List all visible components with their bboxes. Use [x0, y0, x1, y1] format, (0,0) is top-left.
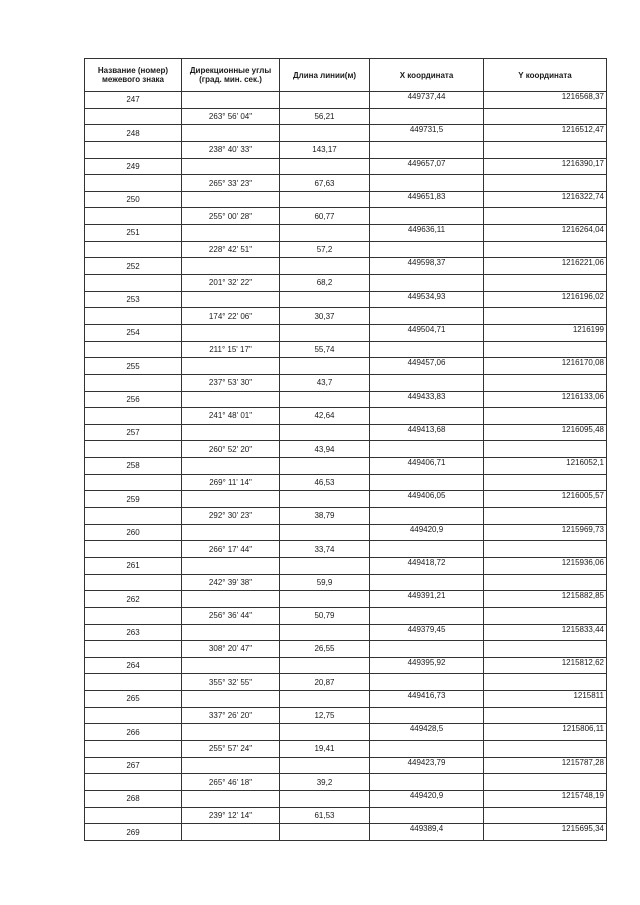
line-length: 50,79	[280, 607, 370, 624]
point-row	[85, 391, 607, 408]
x-coordinate: 449391,21	[370, 591, 484, 608]
empty-cell	[280, 291, 370, 308]
line-length: 26,55	[280, 641, 370, 658]
y-coordinate: 1215806,11	[484, 724, 607, 741]
direction-angle: 242° 39' 38"	[182, 574, 280, 591]
point-row	[85, 158, 607, 175]
line-length: 20,87	[280, 674, 370, 691]
empty-cell	[182, 824, 280, 841]
empty-cell	[85, 341, 182, 358]
y-coordinate: 1216133,06	[484, 391, 607, 408]
line-length: 38,79	[280, 508, 370, 525]
y-coordinate: 1215936,06	[484, 557, 607, 574]
empty-cell	[182, 225, 280, 242]
empty-cell	[182, 125, 280, 142]
direction-angle: 292° 30' 23"	[182, 508, 280, 525]
point-name: 266	[85, 724, 182, 741]
y-coordinate: 1215748,19	[484, 790, 607, 807]
direction-angle: 239° 12' 14"	[182, 807, 280, 824]
segment-row	[85, 807, 607, 824]
line-length: 60,77	[280, 208, 370, 225]
empty-cell	[280, 92, 370, 109]
table-body	[85, 92, 607, 841]
empty-cell	[182, 691, 280, 708]
empty-cell	[370, 541, 484, 558]
direction-angle: 237° 53' 30"	[182, 374, 280, 391]
empty-cell	[370, 674, 484, 691]
empty-cell	[85, 408, 182, 425]
empty-cell	[370, 374, 484, 391]
segment-row	[85, 474, 607, 491]
empty-cell	[484, 208, 607, 225]
segment-row	[85, 141, 607, 158]
empty-cell	[484, 508, 607, 525]
boundary-coordinates-table	[84, 58, 607, 841]
line-length: 59,9	[280, 574, 370, 591]
line-length: 12,75	[280, 707, 370, 724]
empty-cell	[85, 641, 182, 658]
empty-cell	[280, 191, 370, 208]
point-row	[85, 724, 607, 741]
empty-cell	[370, 574, 484, 591]
x-coordinate: 449636,11	[370, 225, 484, 242]
empty-cell	[484, 574, 607, 591]
y-coordinate: 1216052,1	[484, 458, 607, 475]
direction-angle: 211° 15' 17"	[182, 341, 280, 358]
header-row	[85, 59, 607, 92]
empty-cell	[85, 308, 182, 325]
direction-angle: 265° 33' 23"	[182, 175, 280, 192]
empty-cell	[280, 790, 370, 807]
empty-cell	[182, 191, 280, 208]
line-length: 42,64	[280, 408, 370, 425]
point-row	[85, 291, 607, 308]
point-row	[85, 191, 607, 208]
header-line-length: Длина линии(м)	[280, 59, 370, 92]
empty-cell	[85, 508, 182, 525]
x-coordinate: 449413,68	[370, 424, 484, 441]
point-row	[85, 624, 607, 641]
x-coordinate: 449737,44	[370, 92, 484, 109]
empty-cell	[182, 92, 280, 109]
empty-cell	[85, 707, 182, 724]
empty-cell	[484, 341, 607, 358]
empty-cell	[182, 757, 280, 774]
y-coordinate: 1215969,73	[484, 524, 607, 541]
empty-cell	[370, 208, 484, 225]
empty-cell	[370, 408, 484, 425]
empty-cell	[85, 241, 182, 258]
line-length: 67,63	[280, 175, 370, 192]
segment-row	[85, 574, 607, 591]
empty-cell	[85, 740, 182, 757]
empty-cell	[370, 275, 484, 292]
empty-cell	[370, 108, 484, 125]
empty-cell	[280, 391, 370, 408]
empty-cell	[484, 308, 607, 325]
y-coordinate: 1216196,02	[484, 291, 607, 308]
point-name: 269	[85, 824, 182, 841]
empty-cell	[484, 607, 607, 624]
empty-cell	[370, 441, 484, 458]
y-coordinate: 1216512,47	[484, 125, 607, 142]
point-name: 263	[85, 624, 182, 641]
empty-cell	[484, 641, 607, 658]
point-row	[85, 458, 607, 475]
point-name: 261	[85, 557, 182, 574]
point-row	[85, 691, 607, 708]
x-coordinate: 449433,83	[370, 391, 484, 408]
line-length: 43,7	[280, 374, 370, 391]
empty-cell	[484, 241, 607, 258]
y-coordinate: 1216005,57	[484, 491, 607, 508]
y-coordinate: 1215833,44	[484, 624, 607, 641]
empty-cell	[85, 541, 182, 558]
empty-cell	[182, 158, 280, 175]
x-coordinate: 449534,93	[370, 291, 484, 308]
line-length: 61,53	[280, 807, 370, 824]
empty-cell	[280, 225, 370, 242]
empty-cell	[484, 374, 607, 391]
empty-cell	[484, 175, 607, 192]
empty-cell	[370, 474, 484, 491]
point-name: 267	[85, 757, 182, 774]
empty-cell	[182, 491, 280, 508]
segment-row	[85, 341, 607, 358]
segment-row	[85, 707, 607, 724]
empty-cell	[370, 607, 484, 624]
y-coordinate: 1215787,28	[484, 757, 607, 774]
point-row	[85, 491, 607, 508]
table-header	[85, 59, 607, 92]
empty-cell	[182, 724, 280, 741]
y-coordinate: 1216322,74	[484, 191, 607, 208]
point-row	[85, 591, 607, 608]
empty-cell	[280, 824, 370, 841]
header-x-coordinate: X координата	[370, 59, 484, 92]
empty-cell	[85, 141, 182, 158]
segment-row	[85, 241, 607, 258]
direction-angle: 266° 17' 44"	[182, 541, 280, 558]
empty-cell	[484, 674, 607, 691]
empty-cell	[370, 508, 484, 525]
header-y-coordinate: Y координата	[484, 59, 607, 92]
segment-row	[85, 275, 607, 292]
point-row	[85, 824, 607, 841]
x-coordinate: 449420,9	[370, 790, 484, 807]
segment-row	[85, 108, 607, 125]
empty-cell	[280, 491, 370, 508]
point-name: 249	[85, 158, 182, 175]
empty-cell	[85, 441, 182, 458]
empty-cell	[370, 774, 484, 791]
direction-angle: 265° 46' 18"	[182, 774, 280, 791]
y-coordinate: 1216221,06	[484, 258, 607, 275]
point-row	[85, 225, 607, 242]
segment-row	[85, 374, 607, 391]
direction-angle: 255° 00' 28"	[182, 208, 280, 225]
empty-cell	[484, 275, 607, 292]
empty-cell	[280, 424, 370, 441]
x-coordinate: 449420,9	[370, 524, 484, 541]
x-coordinate: 449395,92	[370, 657, 484, 674]
empty-cell	[370, 241, 484, 258]
empty-cell	[182, 391, 280, 408]
line-length: 143,17	[280, 141, 370, 158]
segment-row	[85, 774, 607, 791]
empty-cell	[85, 275, 182, 292]
point-name: 255	[85, 358, 182, 375]
point-name: 258	[85, 458, 182, 475]
point-row	[85, 324, 607, 341]
empty-cell	[85, 774, 182, 791]
x-coordinate: 449457,06	[370, 358, 484, 375]
direction-angle: 241° 48' 01"	[182, 408, 280, 425]
point-row	[85, 790, 607, 807]
y-coordinate: 1215811	[484, 691, 607, 708]
point-row	[85, 92, 607, 109]
segment-row	[85, 308, 607, 325]
empty-cell	[370, 308, 484, 325]
empty-cell	[280, 657, 370, 674]
empty-cell	[85, 674, 182, 691]
empty-cell	[484, 541, 607, 558]
header-point-name: Название (номер) межевого знака	[85, 59, 182, 92]
point-name: 268	[85, 790, 182, 807]
segment-row	[85, 408, 607, 425]
empty-cell	[280, 524, 370, 541]
direction-angle: 308° 20' 47"	[182, 641, 280, 658]
empty-cell	[370, 175, 484, 192]
empty-cell	[370, 141, 484, 158]
y-coordinate: 1215812,62	[484, 657, 607, 674]
x-coordinate: 449423,79	[370, 757, 484, 774]
empty-cell	[370, 707, 484, 724]
empty-cell	[484, 774, 607, 791]
empty-cell	[85, 807, 182, 824]
point-name: 251	[85, 225, 182, 242]
y-coordinate: 1216568,37	[484, 92, 607, 109]
line-length: 33,74	[280, 541, 370, 558]
segment-row	[85, 508, 607, 525]
empty-cell	[182, 358, 280, 375]
y-coordinate: 1215695,34	[484, 824, 607, 841]
empty-cell	[280, 691, 370, 708]
direction-angle: 337° 26' 20"	[182, 707, 280, 724]
point-name: 264	[85, 657, 182, 674]
empty-cell	[280, 624, 370, 641]
x-coordinate: 449389,4	[370, 824, 484, 841]
point-row	[85, 358, 607, 375]
empty-cell	[484, 474, 607, 491]
direction-angle: 255° 57' 24"	[182, 740, 280, 757]
segment-row	[85, 674, 607, 691]
point-row	[85, 557, 607, 574]
empty-cell	[280, 158, 370, 175]
point-name: 257	[85, 424, 182, 441]
point-row	[85, 125, 607, 142]
x-coordinate: 449598,37	[370, 258, 484, 275]
point-name: 248	[85, 125, 182, 142]
empty-cell	[280, 557, 370, 574]
line-length: 56,21	[280, 108, 370, 125]
segment-row	[85, 641, 607, 658]
y-coordinate: 1216264,04	[484, 225, 607, 242]
empty-cell	[182, 790, 280, 807]
empty-cell	[280, 757, 370, 774]
empty-cell	[484, 441, 607, 458]
x-coordinate: 449428,5	[370, 724, 484, 741]
y-coordinate: 1216199	[484, 324, 607, 341]
empty-cell	[370, 341, 484, 358]
segment-row	[85, 740, 607, 757]
point-name: 247	[85, 92, 182, 109]
empty-cell	[370, 641, 484, 658]
empty-cell	[85, 175, 182, 192]
segment-row	[85, 208, 607, 225]
empty-cell	[280, 591, 370, 608]
empty-cell	[85, 607, 182, 624]
point-row	[85, 524, 607, 541]
direction-angle: 260° 52' 20"	[182, 441, 280, 458]
point-name: 259	[85, 491, 182, 508]
y-coordinate: 1216095,48	[484, 424, 607, 441]
line-length: 55,74	[280, 341, 370, 358]
point-name: 265	[85, 691, 182, 708]
line-length: 19,41	[280, 740, 370, 757]
empty-cell	[182, 258, 280, 275]
empty-cell	[85, 474, 182, 491]
empty-cell	[182, 591, 280, 608]
point-name: 262	[85, 591, 182, 608]
point-row	[85, 657, 607, 674]
point-name: 250	[85, 191, 182, 208]
empty-cell	[280, 358, 370, 375]
segment-row	[85, 541, 607, 558]
empty-cell	[484, 141, 607, 158]
empty-cell	[85, 108, 182, 125]
empty-cell	[280, 724, 370, 741]
empty-cell	[85, 208, 182, 225]
point-row	[85, 258, 607, 275]
x-coordinate: 449418,72	[370, 557, 484, 574]
x-coordinate: 449406,71	[370, 458, 484, 475]
segment-row	[85, 175, 607, 192]
empty-cell	[85, 374, 182, 391]
empty-cell	[182, 291, 280, 308]
point-name: 254	[85, 324, 182, 341]
point-name: 256	[85, 391, 182, 408]
segment-row	[85, 607, 607, 624]
empty-cell	[280, 258, 370, 275]
line-length: 57,2	[280, 241, 370, 258]
direction-angle: 256° 36' 44"	[182, 607, 280, 624]
direction-angle: 263° 56' 04"	[182, 108, 280, 125]
line-length: 46,53	[280, 474, 370, 491]
x-coordinate: 449504,71	[370, 324, 484, 341]
x-coordinate: 449731,5	[370, 125, 484, 142]
empty-cell	[182, 424, 280, 441]
point-name: 252	[85, 258, 182, 275]
point-row	[85, 424, 607, 441]
empty-cell	[370, 807, 484, 824]
segment-row	[85, 441, 607, 458]
y-coordinate: 1216170,08	[484, 358, 607, 375]
empty-cell	[484, 740, 607, 757]
direction-angle: 228° 42' 51"	[182, 241, 280, 258]
empty-cell	[484, 807, 607, 824]
direction-angle: 238° 40' 33"	[182, 141, 280, 158]
line-length: 68,2	[280, 275, 370, 292]
point-row	[85, 757, 607, 774]
empty-cell	[182, 458, 280, 475]
header-direction-angle: Дирекционные углы (град. мин. сек.)	[182, 59, 280, 92]
line-length: 39,2	[280, 774, 370, 791]
direction-angle: 269° 11' 14"	[182, 474, 280, 491]
empty-cell	[85, 574, 182, 591]
y-coordinate: 1215882,85	[484, 591, 607, 608]
line-length: 43,94	[280, 441, 370, 458]
x-coordinate: 449651,83	[370, 191, 484, 208]
x-coordinate: 449416,73	[370, 691, 484, 708]
empty-cell	[182, 324, 280, 341]
empty-cell	[182, 524, 280, 541]
empty-cell	[182, 624, 280, 641]
empty-cell	[484, 408, 607, 425]
empty-cell	[182, 657, 280, 674]
x-coordinate: 449657,07	[370, 158, 484, 175]
x-coordinate: 449379,45	[370, 624, 484, 641]
empty-cell	[280, 324, 370, 341]
direction-angle: 174° 22' 06"	[182, 308, 280, 325]
empty-cell	[280, 458, 370, 475]
direction-angle: 355° 32' 55"	[182, 674, 280, 691]
direction-angle: 201° 32' 22"	[182, 275, 280, 292]
empty-cell	[484, 108, 607, 125]
x-coordinate: 449406,05	[370, 491, 484, 508]
line-length: 30,37	[280, 308, 370, 325]
empty-cell	[370, 740, 484, 757]
point-name: 253	[85, 291, 182, 308]
y-coordinate: 1216390,17	[484, 158, 607, 175]
empty-cell	[484, 707, 607, 724]
empty-cell	[280, 125, 370, 142]
point-name: 260	[85, 524, 182, 541]
empty-cell	[182, 557, 280, 574]
